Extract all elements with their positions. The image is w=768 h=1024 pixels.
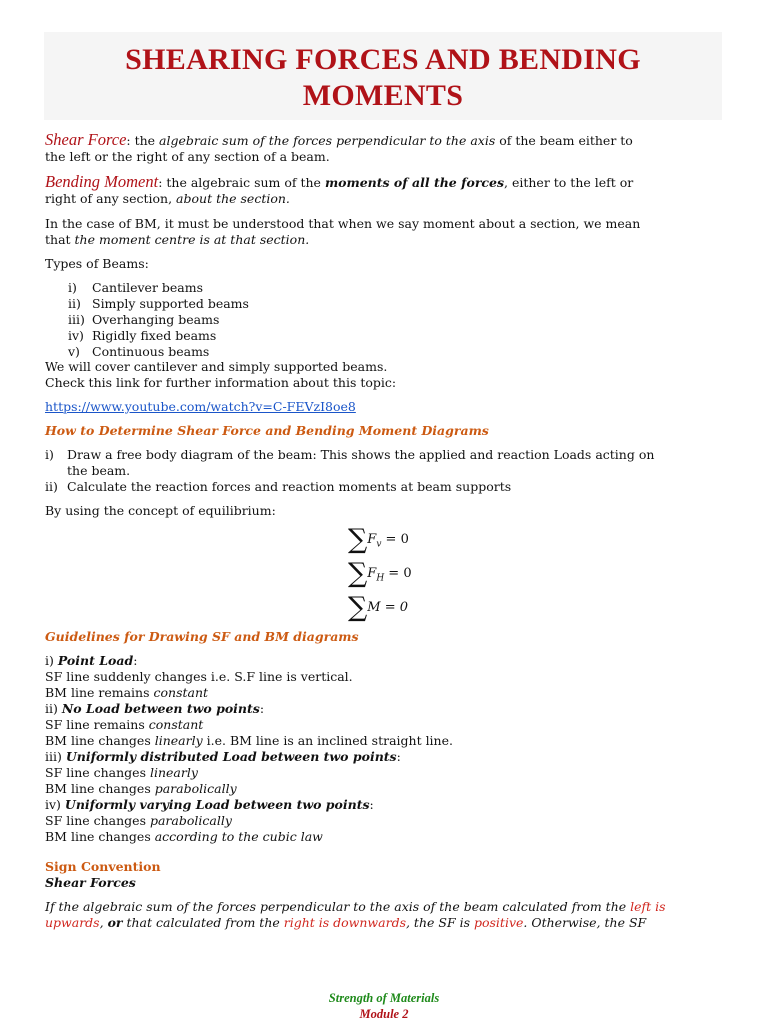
types-heading: Types of Beams: [45,256,149,271]
page-title: SHEARING FORCES AND BENDING MOMENTS [125,43,641,112]
howto-heading: How to Determine Shear Force and Bending Moment Diagrams [45,423,489,438]
shear-force-definition: Shear Force: the algebraic sum of the forces perpendicular to the axis of the beam either to the left or the right of any section of a beam. [45,130,633,164]
sign-convention-heading: Sign Convention [45,859,161,874]
footer-module: Module 2 [359,1007,409,1021]
list-item: i) Draw a free body diagram of the beam: This shows the applied and reaction Loads acting on [45,447,655,462]
footer-course: Strength of Materials [328,991,440,1005]
bending-moment-definition: Bending Moment: the algebraic sum of the moments of all the forces, either to the left or right of any section, about the section. [45,172,634,206]
equation-sum-m: ∑M = 0 [348,592,409,623]
list-item: iv) Rigidly fixed beams [68,328,217,343]
list-item: v) Continuous beams [68,344,210,359]
guidelines-list: i) Point Load: SF line suddenly changes i.e. S.F line is vertical. BM line remains constant ii) No Load between two points: SF line remains constant BM line changes linearly i.e. BM line is an inclined straight line. iii) Uniformly distributed Load between two points: SF line changes linearly BM line changes parabolically iv) Uniformly varying Load between two points: SF line changes parabolically BM line changes according to the cubic law [45,653,453,844]
equilibrium-intro: By using the concept of equilibrium: [45,503,276,518]
list-item-continuation: the beam. [67,463,131,478]
title-banner [44,32,722,120]
list-item: ii) Simply supported beams [68,296,249,311]
list-item: i) Cantilever beams [68,280,204,295]
equation-sum-fv: $\sum F_v = 0$ [348,524,409,555]
shear-forces-subheading: Shear Forces [45,875,136,890]
bm-note: In the case of BM, it must be understood that when we say moment about a section, we mean that the moment centre is at that section. [45,216,641,247]
reference-link-wrap [45,399,725,415]
cover-note: We will cover cantilever and simply supported beams. Check this link for further information about this topic: [45,359,397,390]
sign-convention-text: If the algebraic sum of the forces perpendicular to the axis of the beam calculated from the left is upwards, or that calculated from the right is downwards, the SF is positive. Otherwise, the SF [45,899,666,930]
equation-sum-fh: $\sum F_H = 0$ [348,558,412,589]
list-item: ii) Calculate the reaction forces and reaction moments at beam supports [45,479,512,494]
guidelines-heading: Guidelines for Drawing SF and BM diagrams [45,629,359,644]
youtube-link[interactable]: https://www.youtube.com/watch?v=C-FEVzI8oe8 [45,399,356,414]
list-item: iii) Overhanging beams [68,312,220,327]
howto-steps [45,447,725,495]
beam-types-list [68,280,249,360]
